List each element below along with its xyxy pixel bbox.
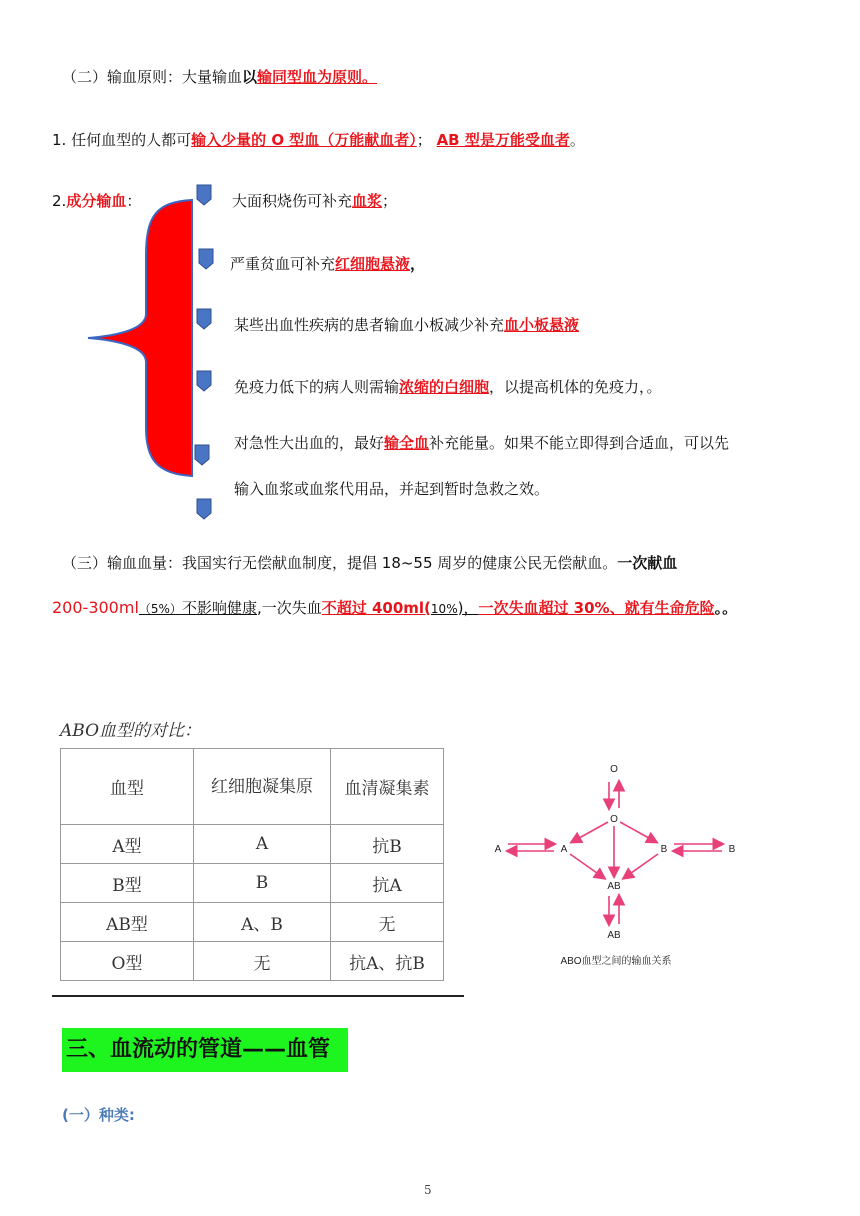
component-item-whole-blood-cont: 输入血浆或血浆代用品，并起到暂时急救之效。 [234, 480, 550, 498]
component-item-platelet: 某些出血性疾病的患者输血小板减少补充血小板悬液 [234, 316, 580, 334]
abo-table-caption: ABO血型的对比： [60, 721, 202, 741]
table-header-cell: 血清凝集素 [331, 749, 444, 825]
component-item-wbc: 免疫力低下的病人则需输浓缩的白细胞，以提高机体的免疫力，。 [234, 378, 662, 396]
diagram-label-o: O [610, 814, 618, 825]
bullet-icon [196, 184, 212, 204]
subsection-title: (一）种类: [62, 1106, 135, 1124]
diagram-caption: ABO血型之间的输血关系 [560, 956, 672, 967]
table-cell: 抗A、抗B [331, 942, 444, 981]
page-number: 5 [424, 1183, 432, 1197]
table-cell: B [194, 864, 331, 903]
component-transfusion-label: 2.成分输血： [52, 192, 142, 210]
diagram-label-b-right: B [728, 844, 736, 855]
bullet-icon [196, 308, 212, 328]
table-header-cell: 血型 [61, 749, 194, 825]
component-item-plasma: 大面积烧伤可补充血浆； [232, 192, 398, 210]
section-divider [52, 995, 464, 997]
bullet-icon [194, 444, 210, 464]
universal-donor-line: 1. 任何血型的人都可输入少量的 O 型血（万能献血者）； AB 型是万能受血者。 [52, 131, 585, 149]
component-item-rbc: 严重贫血可补充红细胞悬液， [230, 255, 426, 273]
diagram-label-a-left: A [494, 844, 502, 855]
table-row [61, 864, 444, 903]
table-cell: O型 [61, 942, 194, 981]
table-cell: A型 [61, 825, 194, 864]
transfusion-volume-line1: （三）输血血量：我国实行无偿献血制度，提倡 18~55 周岁的健康公民无偿献血。一次献血 [62, 554, 678, 572]
table-header-cell: 红细胞凝集原 [194, 749, 331, 825]
diagram-label-b: B [660, 844, 668, 855]
diagram-label-ab-bottom: AB [607, 930, 621, 941]
abo-transfusion-diagram [486, 758, 748, 972]
diagram-label-ab: AB [607, 881, 621, 892]
bullet-icon [198, 248, 214, 268]
table-row [61, 825, 444, 864]
table-cell: 抗B [331, 825, 444, 864]
diagram-label-o-top: O [610, 764, 618, 775]
table-cell: B型 [61, 864, 194, 903]
diagram-label-a: A [560, 844, 568, 855]
red-brace-shape [84, 196, 196, 480]
abo-table [60, 748, 444, 981]
table-row [61, 942, 444, 981]
table-cell: 无 [331, 903, 444, 942]
transfusion-volume-line2: 200-300ml（5%）不影响健康,一次失血不超过 400ml(10%)，一次失血超过 30%、就有生命危险。。 [52, 598, 738, 617]
bullet-icon [196, 498, 212, 518]
transfusion-principle: （二）输血原则：大量输血以输同型血为原则。 [62, 68, 378, 86]
table-cell: A [194, 825, 331, 864]
table-row [61, 903, 444, 942]
bullet-icon [196, 370, 212, 390]
table-cell: AB型 [61, 903, 194, 942]
table-header-row [61, 749, 444, 825]
table-cell: 抗A [331, 864, 444, 903]
table-cell: 无 [194, 942, 331, 981]
table-cell: A、B [194, 903, 331, 942]
component-item-whole-blood: 对急性大出血的，最好输全血补充能量。如果不能立即得到合适血，可以先 [234, 434, 730, 452]
section-title: 三、血流动的管道——血管 [62, 1028, 348, 1072]
